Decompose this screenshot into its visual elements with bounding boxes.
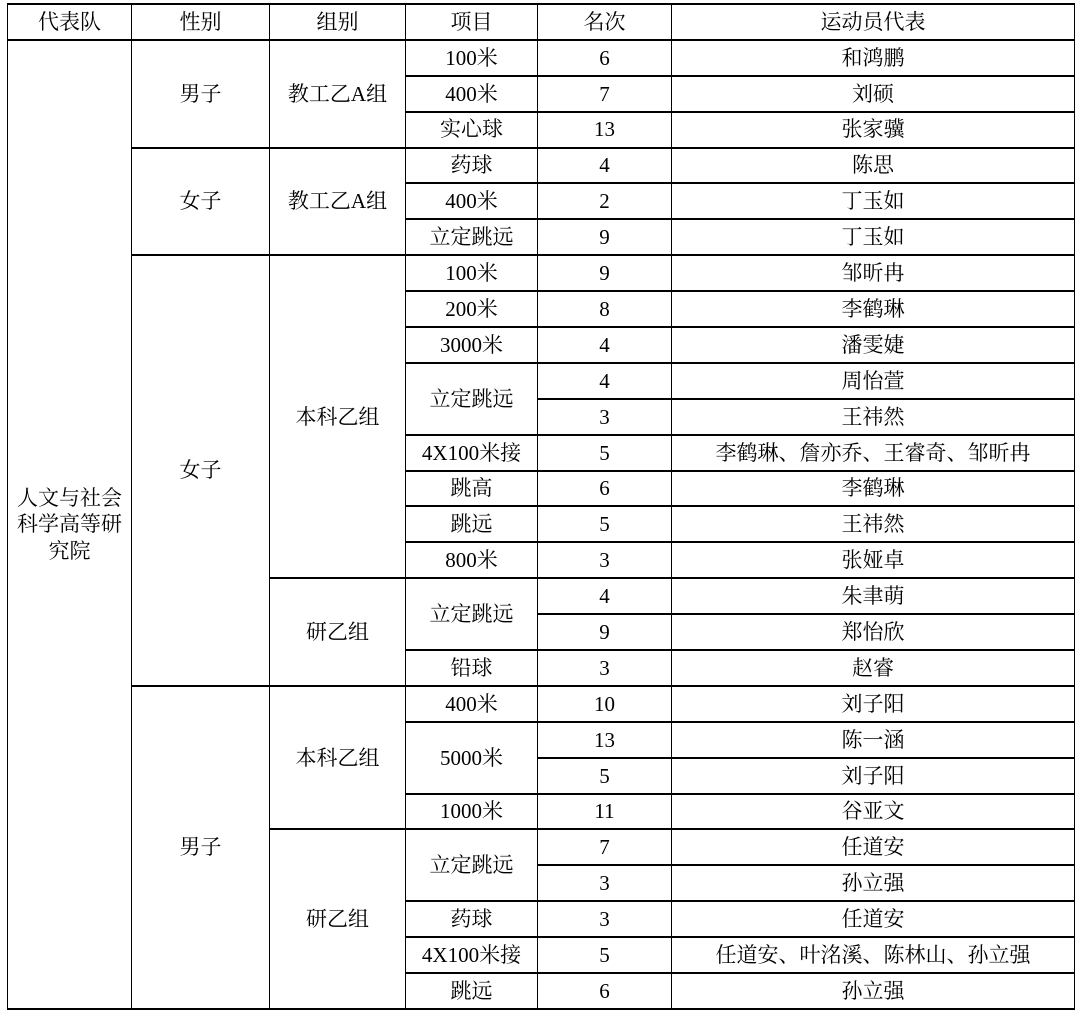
rank-cell: 3 <box>538 901 672 937</box>
athletes-cell: 刘子阳 <box>672 686 1075 722</box>
rank-cell: 4 <box>538 327 672 363</box>
athletes-cell: 赵睿 <box>672 650 1075 686</box>
athletes-cell: 丁玉如 <box>672 219 1075 255</box>
event-cell: 3000米 <box>406 327 538 363</box>
rank-cell: 6 <box>538 40 672 76</box>
team-cell: 人文与社会科学高等研究院 <box>8 40 132 1009</box>
table-row <box>8 686 1075 722</box>
event-cell: 100米 <box>406 255 538 291</box>
rank-cell: 5 <box>538 937 672 973</box>
table-row <box>8 255 1075 291</box>
rank-cell: 7 <box>538 76 672 112</box>
event-cell: 4X100米接 <box>406 937 538 973</box>
rank-cell: 5 <box>538 758 672 794</box>
athletes-cell: 李鹤琳 <box>672 471 1075 507</box>
event-cell: 实心球 <box>406 112 538 148</box>
event-cell: 400米 <box>406 686 538 722</box>
athletes-cell: 丁玉如 <box>672 183 1075 219</box>
rank-cell: 5 <box>538 506 672 542</box>
athletes-cell: 邹昕冉 <box>672 255 1075 291</box>
event-cell: 400米 <box>406 183 538 219</box>
rank-cell: 3 <box>538 399 672 435</box>
athletes-cell: 王祎然 <box>672 506 1075 542</box>
athletes-cell: 孙立强 <box>672 865 1075 901</box>
athletes-cell: 任道安 <box>672 829 1075 865</box>
rank-cell: 9 <box>538 614 672 650</box>
rank-cell: 4 <box>538 148 672 184</box>
athletes-cell: 潘雯婕 <box>672 327 1075 363</box>
header-gender: 性别 <box>132 4 270 40</box>
rank-cell: 3 <box>538 865 672 901</box>
event-cell: 立定跳远 <box>406 578 538 650</box>
athletes-cell: 李鹤琳 <box>672 291 1075 327</box>
rank-cell: 9 <box>538 255 672 291</box>
header-row <box>8 4 1075 40</box>
group-cell: 研乙组 <box>270 829 406 1008</box>
event-cell: 药球 <box>406 148 538 184</box>
rank-cell: 6 <box>538 973 672 1009</box>
header-group: 组别 <box>270 4 406 40</box>
athletes-cell: 张家骥 <box>672 112 1075 148</box>
athletes-cell: 和鸿鹏 <box>672 40 1075 76</box>
rank-cell: 3 <box>538 542 672 578</box>
event-cell: 铅球 <box>406 650 538 686</box>
rank-cell: 2 <box>538 183 672 219</box>
rank-cell: 5 <box>538 435 672 471</box>
group-cell: 本科乙组 <box>270 255 406 578</box>
rank-cell: 13 <box>538 722 672 758</box>
event-cell: 400米 <box>406 76 538 112</box>
group-cell: 本科乙组 <box>270 686 406 830</box>
athletes-cell: 任道安、叶洺溪、陈林山、孙立强 <box>672 937 1075 973</box>
event-cell: 立定跳远 <box>406 829 538 901</box>
event-cell: 5000米 <box>406 722 538 794</box>
athletes-cell: 郑怡欣 <box>672 614 1075 650</box>
athletes-cell: 朱聿萌 <box>672 578 1075 614</box>
event-cell: 4X100米接 <box>406 435 538 471</box>
header-team: 代表队 <box>8 4 132 40</box>
rank-cell: 4 <box>538 578 672 614</box>
athletes-cell: 王祎然 <box>672 399 1075 435</box>
table-row <box>8 40 1075 76</box>
gender-cell: 女子 <box>132 255 270 686</box>
rank-cell: 10 <box>538 686 672 722</box>
rank-cell: 11 <box>538 794 672 830</box>
event-cell: 1000米 <box>406 794 538 830</box>
group-cell: 教工乙A组 <box>270 148 406 256</box>
rank-cell: 3 <box>538 650 672 686</box>
athletes-cell: 陈思 <box>672 148 1075 184</box>
results-table <box>7 3 1075 1010</box>
header-event: 项目 <box>406 4 538 40</box>
athletes-cell: 谷亚文 <box>672 794 1075 830</box>
event-cell: 跳远 <box>406 506 538 542</box>
rank-cell: 7 <box>538 829 672 865</box>
results-tbody <box>8 40 1075 1009</box>
rank-cell: 9 <box>538 219 672 255</box>
event-cell: 立定跳远 <box>406 219 538 255</box>
athletes-cell: 陈一涵 <box>672 722 1075 758</box>
rank-cell: 4 <box>538 363 672 399</box>
group-cell: 教工乙A组 <box>270 40 406 148</box>
gender-cell: 男子 <box>132 686 270 1009</box>
rank-cell: 8 <box>538 291 672 327</box>
gender-cell: 男子 <box>132 40 270 148</box>
event-cell: 跳远 <box>406 973 538 1009</box>
header-rank: 名次 <box>538 4 672 40</box>
event-cell: 800米 <box>406 542 538 578</box>
athletes-cell: 张娅卓 <box>672 542 1075 578</box>
athletes-cell: 李鹤琳、詹亦乔、王睿奇、邹昕冉 <box>672 435 1075 471</box>
table-row <box>8 148 1075 184</box>
event-cell: 药球 <box>406 901 538 937</box>
event-cell: 200米 <box>406 291 538 327</box>
athletes-cell: 任道安 <box>672 901 1075 937</box>
athletes-cell: 孙立强 <box>672 973 1075 1009</box>
athletes-cell: 刘子阳 <box>672 758 1075 794</box>
gender-cell: 女子 <box>132 148 270 256</box>
rank-cell: 13 <box>538 112 672 148</box>
athletes-cell: 周怡萱 <box>672 363 1075 399</box>
rank-cell: 6 <box>538 471 672 507</box>
event-cell: 跳高 <box>406 471 538 507</box>
group-cell: 研乙组 <box>270 578 406 686</box>
header-athletes: 运动员代表 <box>672 4 1075 40</box>
athletes-cell: 刘硕 <box>672 76 1075 112</box>
event-cell: 立定跳远 <box>406 363 538 435</box>
event-cell: 100米 <box>406 40 538 76</box>
results-table-header <box>8 4 1075 40</box>
